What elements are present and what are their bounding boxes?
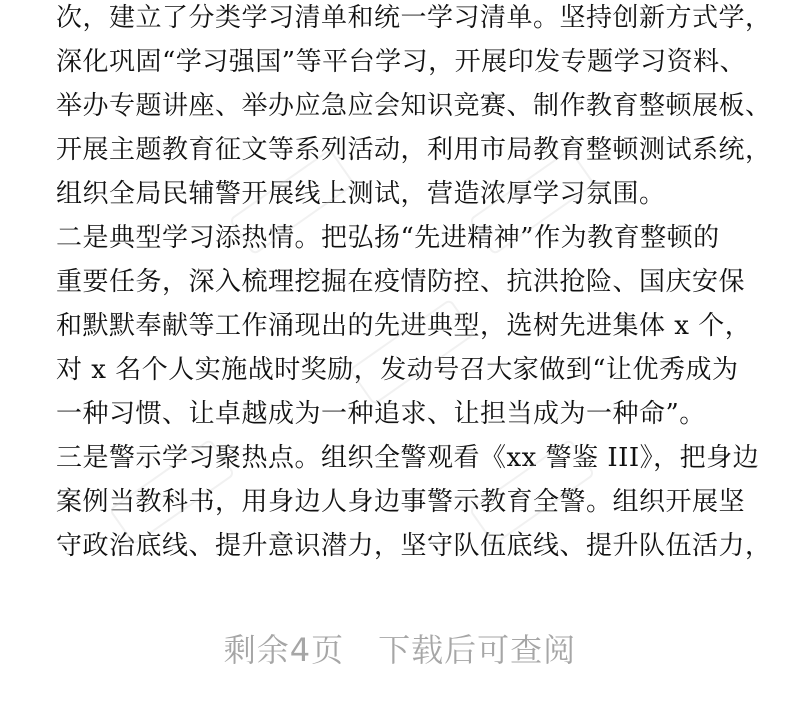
text-line: 次，建立了分类学习清单和统一学习清单。坚持创新方式学， — [56, 3, 772, 33]
text-line: 一种习惯、让卓越成为一种追求、让担当成为一种命”。 — [56, 399, 706, 429]
text-line: 二是典型学习添热情。把弘扬“先进精神”作为教育整顿的 — [56, 223, 720, 253]
text-line: 案例当教科书，用身边人身边事警示教育全警。组织开展坚 — [56, 487, 746, 517]
text-line: 对 x 名个人实施战时奖励，发动号召大家做到“让优秀成为 — [56, 355, 739, 385]
download-prompt[interactable] — [0, 625, 800, 671]
text-line: 组织全局民辅警开展线上测试，营造浓厚学习氛围。 — [56, 179, 666, 209]
text-line: 深化巩固“学习强国”等平台学习，开展印发专题学习资料、 — [56, 47, 747, 77]
text-line: 重要任务，深入梳理挖掘在疫情防控、抗洪抢险、国庆安保 — [56, 267, 746, 297]
text-line: 开展主题教育征文等系列活动，利用市局教育整顿测试系统， — [56, 135, 772, 165]
document-body — [56, 0, 772, 568]
text-line: 三是警示学习聚热点。组织全警观看《xx 警鉴 III》，把身边 — [56, 443, 760, 473]
text-line: 举办专题讲座、举办应急应会知识竞赛、制作教育整顿展板、 — [56, 91, 772, 121]
remaining-pages-label: 剩余4页 — [223, 631, 345, 669]
download-to-view-label: 下载后可查阅 — [378, 631, 577, 669]
text-line: 守政治底线、提升意识潜力，坚守队伍底线、提升队伍活力， — [56, 531, 772, 561]
text-line: 和默默奉献等工作涌现出的先进典型，选树先进集体 x 个， — [56, 311, 752, 341]
